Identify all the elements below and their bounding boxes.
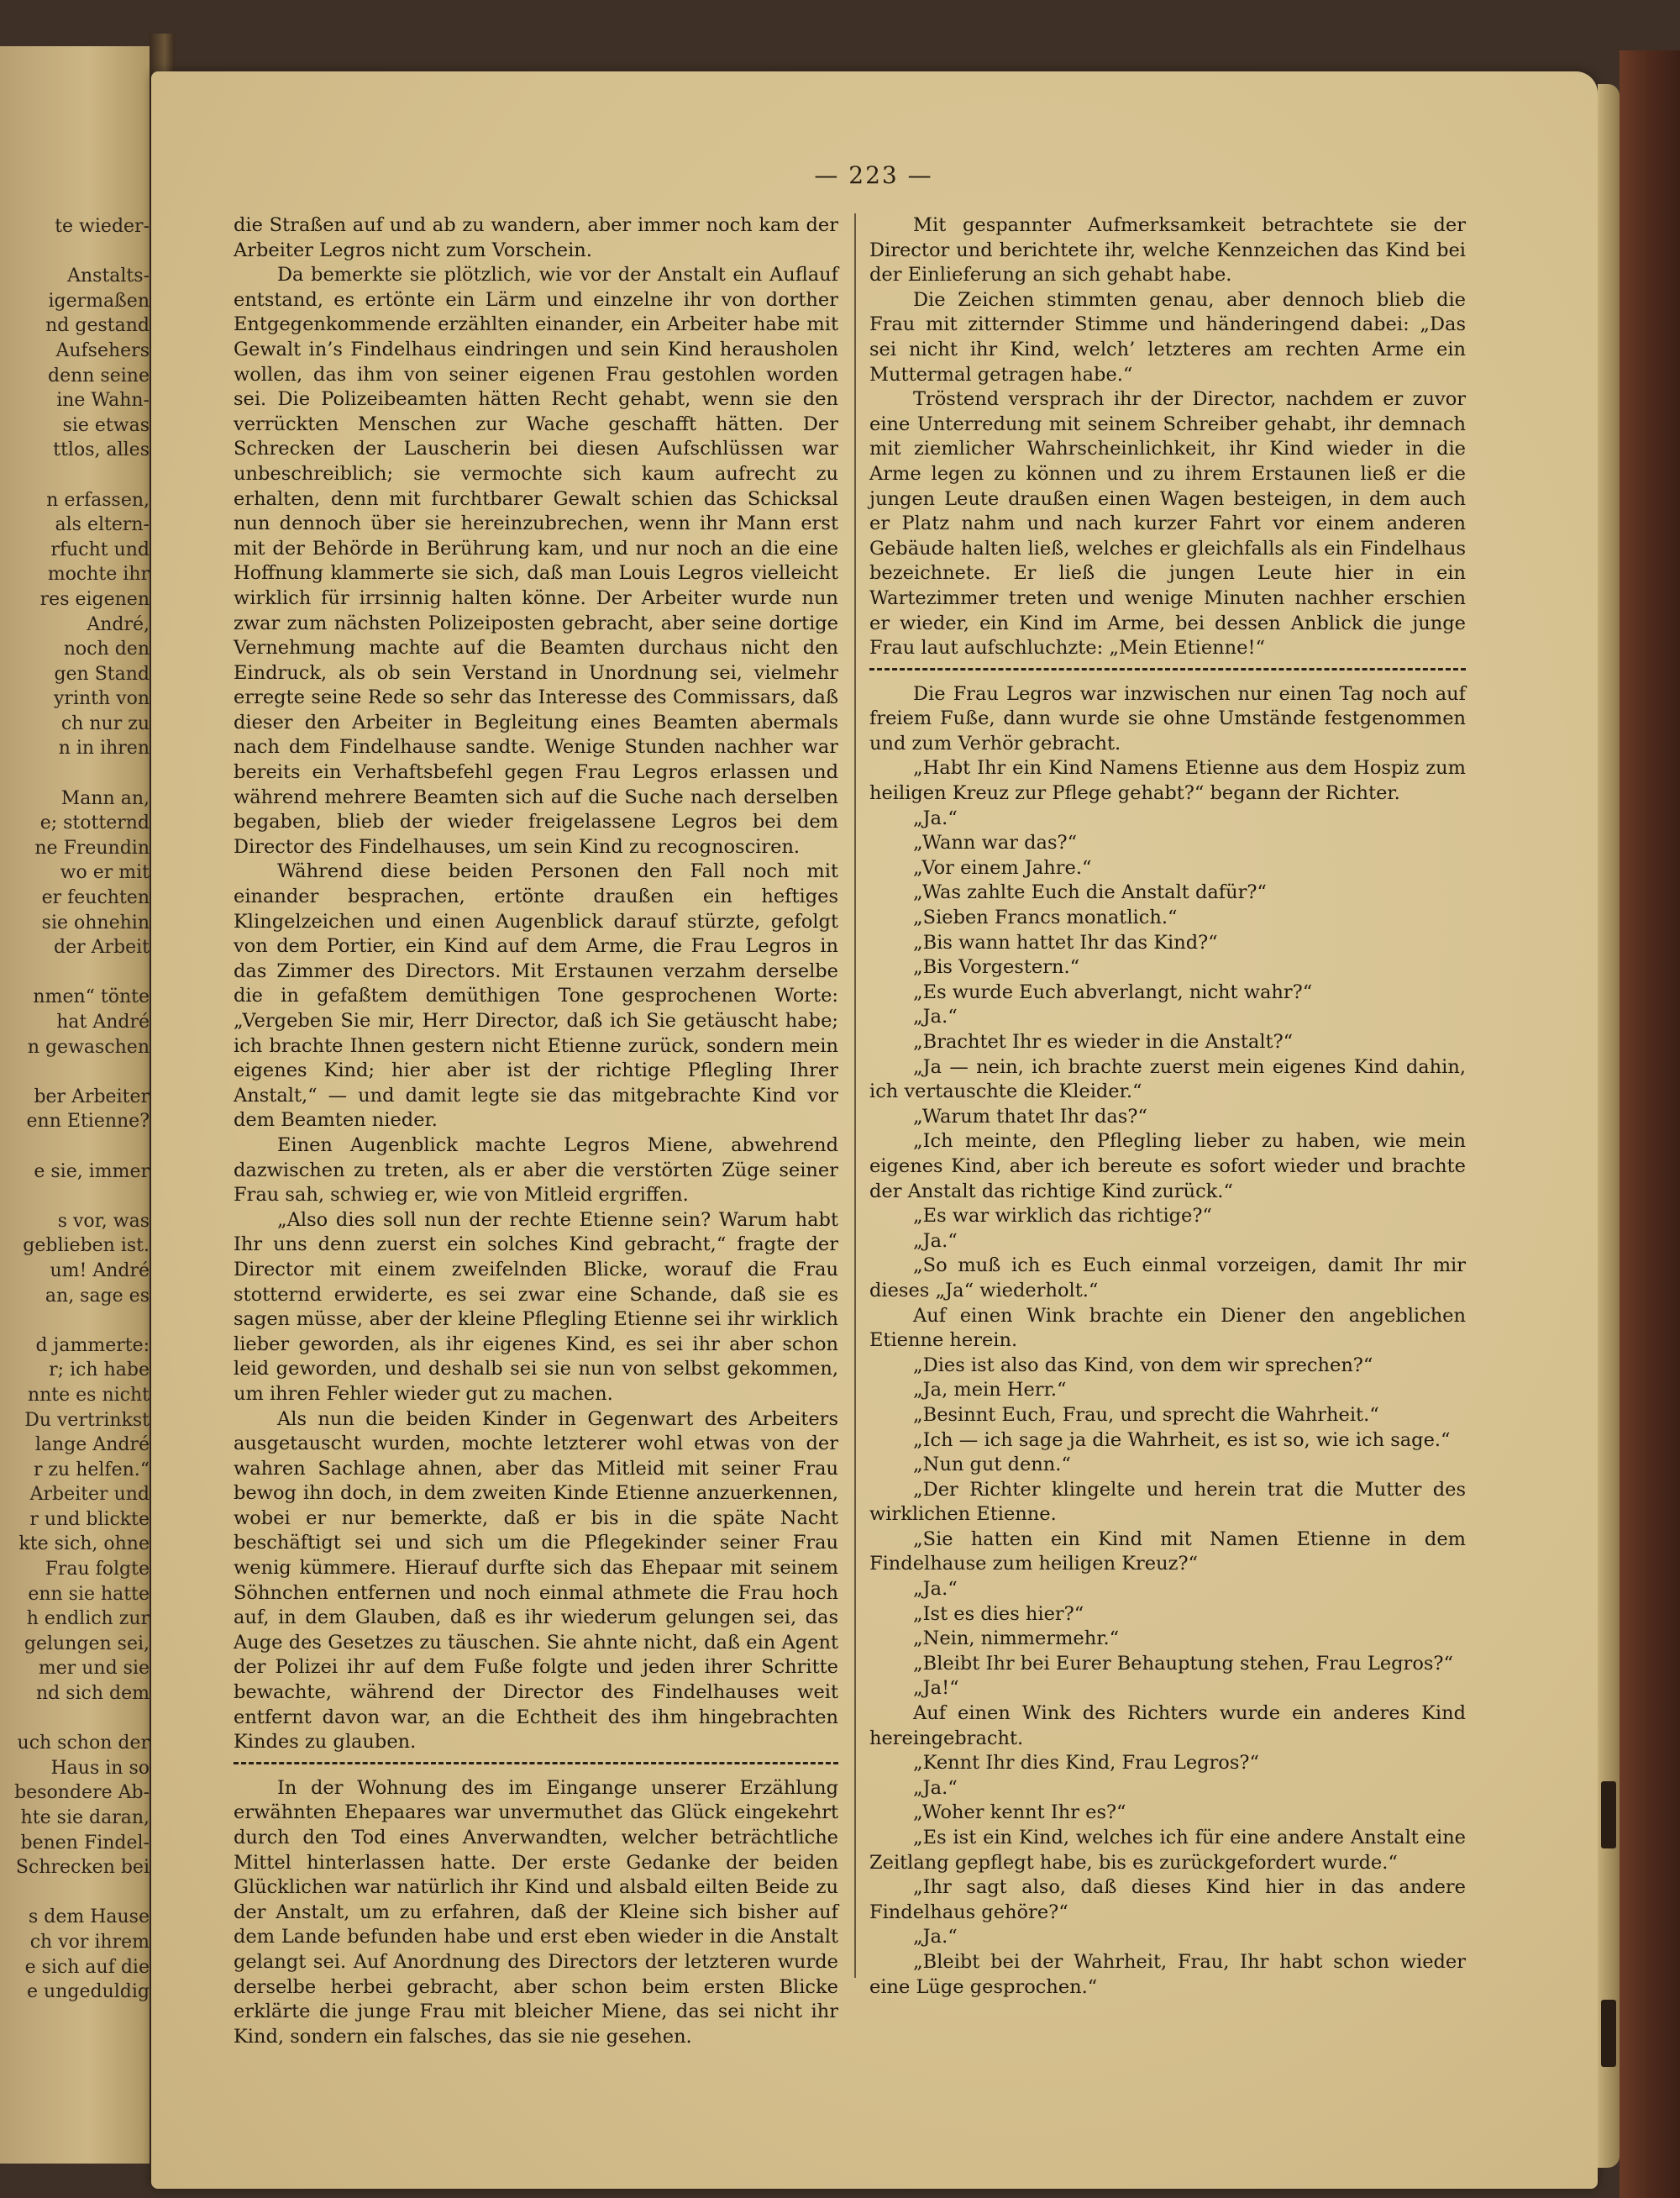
left-fragment-line: nd sich dem bbox=[35, 1683, 150, 1705]
left-fragment-line: e ungeduldig bbox=[27, 1981, 150, 2003]
left-fragment-line: r zu helfen.“ bbox=[33, 1459, 150, 1480]
left-fragment-line: yrinth von bbox=[54, 688, 150, 710]
left-fragment-line: André, bbox=[87, 613, 150, 635]
paragraph: „Ja.“ bbox=[913, 1006, 958, 1028]
left-fragment-line: besondere Ab- bbox=[14, 1782, 150, 1804]
paragraph: „Besinnt Euch, Frau, und sprecht die Wahrheit.“ bbox=[913, 1403, 1379, 1426]
paragraph: „Also dies soll nun der rechte Etienne sein? Warum habt Ihr uns denn zuerst ein solches Kind gebracht,“ fragte der Director mit einem zweifelnden Blicke, worauf die Frau stotternd erwiderte, es sei zwar eine Schande, daß sie es sagen müsse, aber der kleine Pflegling Etienne sei ihr wirklich lieber geworden, als ihr eigenes Kind, es sei ihr aber schon leid geworden, und deshalb sei sie nun von selbst gekommen, um ihren Fehler wieder gut zu machen. bbox=[234, 1208, 838, 1405]
left-column-paragraphs bbox=[234, 213, 838, 1755]
paragraph: „Sie hatten ein Kind mit Namen Etienne in dem Findelhause zum heiligen Kreuz?“ bbox=[869, 1528, 1466, 1575]
left-fragment-line: hat André bbox=[56, 1012, 150, 1033]
left-fragment-line: h endlich zur bbox=[26, 1608, 150, 1630]
left-fragment-line bbox=[7, 239, 150, 265]
left-fragment-line: d jammerte: bbox=[35, 1334, 150, 1356]
paragraph: „Ja!“ bbox=[913, 1677, 959, 1700]
left-fragment-line: Du vertrinkst bbox=[24, 1409, 150, 1431]
paragraph: „Es wurde Euch abverlangt, nicht wahr?“ bbox=[913, 981, 1313, 1003]
left-fragment-line: mer und sie bbox=[38, 1658, 150, 1680]
left-fragment-line: ttlos, alles bbox=[53, 439, 150, 461]
paragraph: Die Zeichen stimmten genau, aber dennoch blieb die Frau mit zitternder Stimme und händeringend dabei: „Das sei nicht ihr Kind, welch’ letzteres am rechten Arme ein Muttermal getragen habe.“ bbox=[869, 288, 1466, 386]
paragraph: „Ja.“ bbox=[913, 1776, 958, 1799]
book-cover-edge bbox=[1620, 50, 1680, 2198]
paragraph: „Woher kennt Ihr es?“ bbox=[913, 1801, 1126, 1824]
left-fragment-line bbox=[7, 1706, 150, 1732]
paragraph: „Es war wirklich das richtige?“ bbox=[913, 1205, 1212, 1228]
left-fragment-line bbox=[7, 1060, 150, 1085]
paragraph: „Ist es dies hier?“ bbox=[913, 1602, 1084, 1625]
paragraph: „Nun gut denn.“ bbox=[913, 1454, 1071, 1476]
paragraph: „Bis Vorgestern.“ bbox=[913, 956, 1080, 979]
left-fragment-line: Frau folgte bbox=[45, 1559, 150, 1580]
paragraph: Mit gespannter Aufmerksamkeit betrachtete sie der Director und berichtete ihr, welche Kennzeichen das Kind bei der Einlieferung an sich gehabt habe. bbox=[869, 214, 1466, 287]
left-fragment-line: e sich auf die bbox=[24, 1956, 150, 1978]
paragraph: „Warum thatet Ihr das?“ bbox=[913, 1105, 1147, 1128]
left-fragment-line: Haus in so bbox=[50, 1757, 150, 1779]
paragraph: Als nun die beiden Kinder in Gegenwart des Arbeiters ausgetauscht wurden, mochte letzterer wohl etwas von der wahren Sachlage ahnen, aber das Mitleid mit seiner Frau bewog ihn doch, in dem zweiten Kinde Etienne anzuerkennen, wobei er nur bemerkte, daß er bis in die späte Nacht beschäftigt sei und sich um die Pflegekinder seiner Frau wenig kümmere. Hierauf durfte sich das Ehepaar mit seinem Söhnchen entfernen und noch einmal athmete die Frau hoch auf, in dem Glauben, daß es ihr wiederum gelungen sei, das Auge des Gesetzes zu täuschen. Sie ahnte nicht, daß ein Agent der Polizei ihr auf dem Fuße folgte und jeden ihrer Schritte bewachte, während der Director des Findelhauses weit entfernt davon war, an die Echtheit des ihm hingebrachten Kindes zu glauben. bbox=[234, 1407, 838, 1754]
left-fragment-line bbox=[7, 1880, 150, 1906]
left-fragment-line: n in ihren bbox=[58, 738, 150, 760]
left-fragment-line: hte sie daran, bbox=[20, 1807, 150, 1828]
left-fragment-line: lange André bbox=[34, 1434, 150, 1456]
left-fragment-line: Arbeiter und bbox=[29, 1484, 150, 1506]
paragraph: „Ja — nein, ich brachte zuerst mein eigenes Kind dahin, ich vertauschte die Kleider.“ bbox=[869, 1055, 1466, 1103]
left-fragment-line: enn Etienne? bbox=[26, 1111, 150, 1133]
left-fragment-line: rfucht und bbox=[50, 539, 150, 560]
paragraph: „So muß ich es Euch einmal vorzeigen, damit Ihr mir dieses „Ja“ wiederholt.“ bbox=[869, 1254, 1466, 1301]
right-column bbox=[869, 213, 1466, 2000]
paragraph: „Vor einem Jahre.“ bbox=[913, 856, 1092, 879]
page-edge bbox=[1598, 84, 1620, 2168]
paragraph: „Es ist ein Kind, welches ich für eine andere Anstalt eine Zeitlang gepflegt habe, bis es zurückgefordert wurde.“ bbox=[869, 1827, 1466, 1874]
left-fragment-line bbox=[7, 1134, 150, 1159]
left-fragment-line bbox=[7, 960, 150, 986]
right-column-after-separator bbox=[869, 682, 1466, 2000]
left-fragment-line: te wieder- bbox=[55, 216, 150, 237]
paragraph: Da bemerkte sie plötzlich, wie vor der Anstalt ein Auflauf entstand, es ertönte ein Lärm und einzelne ihr von dorther Entgegenkommende erzählten einander, ein Arbeiter habe mit Gewalt in’s Findelhaus eindringen und sein Kind herausholen wollen, das ihm von seiner eigenen Frau gestohlen worden sei. Die Polizeibeamten hätten Recht gehabt, wenn sie den verrückten Menschen zur Wache geschafft hätten. Der Schrecken der Lauscherin bei diesen Aufschlüssen war unbeschreiblich; sie vermochte sich kaum aufrecht zu erhalten, denn mit furchtbarer Gewalt schien das Schicksal nun dennoch über sie hereinzubrechen, wenn ihr Mann erst mit der Behörde in Berührung kam, und nur noch an die eine Hoffnung klammerte sie sich, daß man Louis Legros vielleicht wirklich für irrsinnig halten könne. Der Arbeiter wurde nun zwar zum nächsten Polizeiposten gebracht, aber seine dortige Vernehmung machte auf die Beamten durchaus nicht den Eindruck, als ob sein Verstand in Unordnung sei, vielmehr erregte seine Rede so sehr das Interesse des Commissars, daß dieser den Arbeiter in Begleitung eines Beamten abermals nach dem Findelhause sandte. Wenige Stunden nachher war bereits ein Verhaftsbefehl gegen Frau Legros erlassen und während mehrere Beamten sich auf die Suche nach derselben begaben, blieb der wieder freigelassene Legros bei dem Director des Findelhauses, um sein Kind zu recognosciren. bbox=[234, 264, 838, 858]
paragraph: In der Wohnung des im Eingange unserer Erzählung erwähnten Ehepaares war unvermuthet das Glück eingekehrt durch den Tod eines Anverwandten, welcher beträchtliche Mittel hinterlassen hatte. Der erste Gedanke der beiden Glücklichen war natürlich ihr Kind und alsbald eilten Beide zu der Anstalt, um zu erfahren, daß der Kleine sich bisher auf dem Lande befunden habe und erst eben wieder in die Anstalt gelangt sei. Auf Anordnung des Directors der letzteren wurde derselbe herbei gebracht, aber schon beim ersten Blicke erklärte die junge Frau mit bleicher Miene, das sei nicht ihr Kind, sondern ein falsches, das sie nie gesehen. bbox=[234, 1776, 838, 2048]
paragraph: „Bis wann hattet Ihr das Kind?“ bbox=[913, 931, 1218, 954]
left-fragment-line: sie ohnehin bbox=[41, 912, 150, 933]
left-fragment-line: uch schon der bbox=[17, 1733, 150, 1754]
left-fragment-line: kte sich, ohne bbox=[18, 1533, 150, 1555]
left-fragment-line: benen Findel- bbox=[20, 1832, 150, 1854]
left-fragment-line: nmen“ tönte bbox=[33, 986, 150, 1008]
left-fragment-line: Aufsehers bbox=[55, 339, 150, 361]
right-column-paragraphs bbox=[869, 213, 1466, 661]
paragraph: Einen Augenblick machte Legros Miene, abwehrend dazwischen zu treten, als er aber die verstörten Züge seiner Frau sah, schwieg er, wie von Mitleid ergriffen. bbox=[234, 1133, 838, 1207]
left-page-edge bbox=[0, 46, 160, 2164]
left-fragment-line: enn sie hatte bbox=[28, 1583, 150, 1605]
column-rule bbox=[854, 213, 856, 1978]
section-separator bbox=[234, 1762, 838, 1764]
left-fragment-line: res eigenen bbox=[39, 588, 150, 610]
left-fragment-line: denn seine bbox=[48, 365, 150, 386]
left-fragment-line: e; stotternd bbox=[39, 812, 150, 834]
left-fragment-line: n gewaschen bbox=[27, 1036, 150, 1058]
paragraph: Während diese beiden Personen den Fall noch mit einander besprachen, ertönte draußen ein heftiges Klingelzeichen und einen Augenblick darauf stürzte, gefolgt von dem Portier, ein Kind auf dem Arme, die Frau Legros in das Zimmer des Directors. Mit Erstaunen verzahm derselbe die in gefaßtem demüthigen Tone gesprochenen Worte: „Vergeben Sie mir, Herr Director, daß ich Sie getäuscht habe; ich brachte Ihnen gestern nicht Etienne zurück, sondern mein eigenes Kind; hier aber ist der richtige Pflegling Ihrer Anstalt,“ — und damit legte sie das mitgebrachte Kind vor dem Beamten nieder. bbox=[234, 860, 838, 1132]
left-fragment-line: Schrecken bei bbox=[15, 1857, 150, 1879]
paragraph: „Brachtet Ihr es wieder in die Anstalt?“ bbox=[913, 1031, 1294, 1053]
left-fragment-line: der Arbeit bbox=[54, 937, 150, 959]
left-fragment-line: sie etwas bbox=[62, 414, 150, 436]
left-fragment-line: ne Freundin bbox=[34, 837, 150, 859]
left-fragment-line: geblieben ist. bbox=[23, 1235, 150, 1257]
left-column bbox=[234, 213, 838, 2049]
left-fragment-line: r und blickte bbox=[29, 1508, 150, 1530]
left-fragment-line: ber Arbeiter bbox=[34, 1086, 150, 1107]
paragraph: Auf einen Wink des Richters wurde ein anderes Kind hereingebracht. bbox=[869, 1702, 1466, 1749]
left-fragment-line: ch nur zu bbox=[60, 713, 150, 734]
paragraph: „Ja.“ bbox=[913, 807, 958, 829]
left-fragment-line: als eltern- bbox=[55, 514, 150, 536]
left-fragment-line: er feuchten bbox=[41, 887, 150, 909]
left-fragment-line: r; ich habe bbox=[49, 1359, 150, 1381]
section-separator bbox=[869, 668, 1466, 670]
left-fragment-line: Anstalts- bbox=[67, 266, 150, 287]
paragraph: „Was zahlte Euch die Anstalt dafür?“ bbox=[913, 881, 1267, 904]
left-fragment-line bbox=[7, 761, 150, 786]
paragraph: „Nein, nimmermehr.“ bbox=[913, 1627, 1120, 1650]
left-fragment-line: wo er mit bbox=[60, 862, 150, 884]
paragraph: „Ich meinte, den Pflegling lieber zu haben, wie mein eigenes Kind, aber ich bereute es sofort wieder und brachte der Anstalt das richtige Kind zurück.“ bbox=[869, 1130, 1466, 1202]
paragraph: „Der Richter klingelte und herein trat die Mutter des wirklichen Etienne. bbox=[869, 1478, 1466, 1526]
left-fragment-line: s vor, was bbox=[57, 1210, 150, 1232]
paragraph: „Bleibt Ihr bei Eurer Behauptung stehen, Frau Legros?“ bbox=[913, 1652, 1453, 1675]
left-fragment-line: igermaßen bbox=[48, 290, 150, 312]
left-fragment-line: Mann an, bbox=[60, 787, 150, 809]
left-fragment-line bbox=[7, 1308, 150, 1333]
paragraph: „Wann war das?“ bbox=[913, 832, 1078, 854]
left-fragment-line: s dem Hause bbox=[28, 1906, 150, 1928]
left-fragment-line: nnte es nicht bbox=[27, 1384, 150, 1406]
left-fragment-line: um! André bbox=[50, 1259, 150, 1281]
paragraph: „Ja, mein Herr.“ bbox=[913, 1379, 1067, 1401]
paragraph: „Ja.“ bbox=[913, 1229, 958, 1252]
left-fragment-line bbox=[7, 1184, 150, 1209]
left-fragment-line: noch den bbox=[63, 639, 150, 660]
paragraph: „Sieben Francs monatlich.“ bbox=[913, 907, 1178, 929]
left-fragment-line: ch vor ihrem bbox=[29, 1931, 150, 1953]
paragraph: „Ja.“ bbox=[913, 1926, 958, 1948]
paragraph: Tröstend versprach ihr der Director, nachdem er zuvor eine Unterredung mit seinem Schreiber gehabt, ihr demnach mit ziemlicher Wahrscheinlichkeit, ihr Kind wieder in die Arme legen zu können und zu ihrem Erstaunen ließ er die jungen Leute draußen einen Wagen besteigen, in dem auch er Platz nahm und nach kurzer Fahrt vor einem anderen Gebäude halten ließ, welches er gleichfalls als ein Findelhaus bezeichnete. Er ließ die jungen Leute hier in ein Wartezimmer treten und wenige Minuten nachher erschien er wieder, ein Kind im Arme, bei dessen Anblick die junge Frau laut aufschluchzte: „Mein Etienne!“ bbox=[869, 388, 1466, 660]
left-fragment-line: n erfassen, bbox=[46, 489, 150, 511]
left-fragment-line bbox=[7, 463, 150, 488]
paragraph: Auf einen Wink brachte ein Diener den angeblichen Etienne herein. bbox=[869, 1304, 1466, 1352]
left-fragment-line: e sie, immer bbox=[34, 1160, 150, 1182]
left-fragment-line: an, sage es bbox=[45, 1285, 150, 1307]
paragraph: die Straßen auf und ab zu wandern, aber immer noch kam der Arbeiter Legros nicht zum Vorschein. bbox=[234, 214, 838, 261]
paragraph: „Ich — ich sage ja die Wahrheit, es ist so, wie ich sage.“ bbox=[913, 1428, 1451, 1451]
paragraph: „Ja.“ bbox=[913, 1578, 958, 1601]
page-number: — 223 — bbox=[814, 161, 933, 189]
left-fragment-line: ine Wahn- bbox=[56, 390, 150, 412]
paragraph: „Dies ist also das Kind, von dem wir sprechen?“ bbox=[913, 1354, 1373, 1376]
left-fragment-line: nd gestand bbox=[45, 315, 150, 337]
paragraph: Die Frau Legros war inzwischen nur einen Tag noch auf freiem Fuße, dann wurde sie ohne Umstände festgenommen und zum Verhör gebracht. bbox=[869, 682, 1466, 755]
paragraph: „Bleibt bei der Wahrheit, Frau, Ihr habt schon wieder eine Lüge gesprochen.“ bbox=[869, 1950, 1466, 1998]
binding-clip bbox=[1601, 1781, 1616, 1848]
paragraph: „Ihr sagt also, daß dieses Kind hier in das andere Findelhaus gehöre?“ bbox=[869, 1876, 1466, 1923]
left-fragment-line: gelungen sei, bbox=[24, 1633, 150, 1654]
binding-clip bbox=[1601, 2000, 1616, 2067]
left-page-text-fragment bbox=[7, 214, 150, 2005]
paragraph: „Habt Ihr ein Kind Namens Etienne aus dem Hospiz zum heiligen Kreuz zur Pflege gehabt?“ begann der Richter. bbox=[869, 757, 1466, 805]
paragraph: „Kennt Ihr dies Kind, Frau Legros?“ bbox=[913, 1752, 1259, 1775]
left-fragment-line: gen Stand bbox=[54, 663, 150, 685]
left-column-after-separator bbox=[234, 1776, 838, 2050]
left-fragment-line: mochte ihr bbox=[47, 564, 150, 586]
